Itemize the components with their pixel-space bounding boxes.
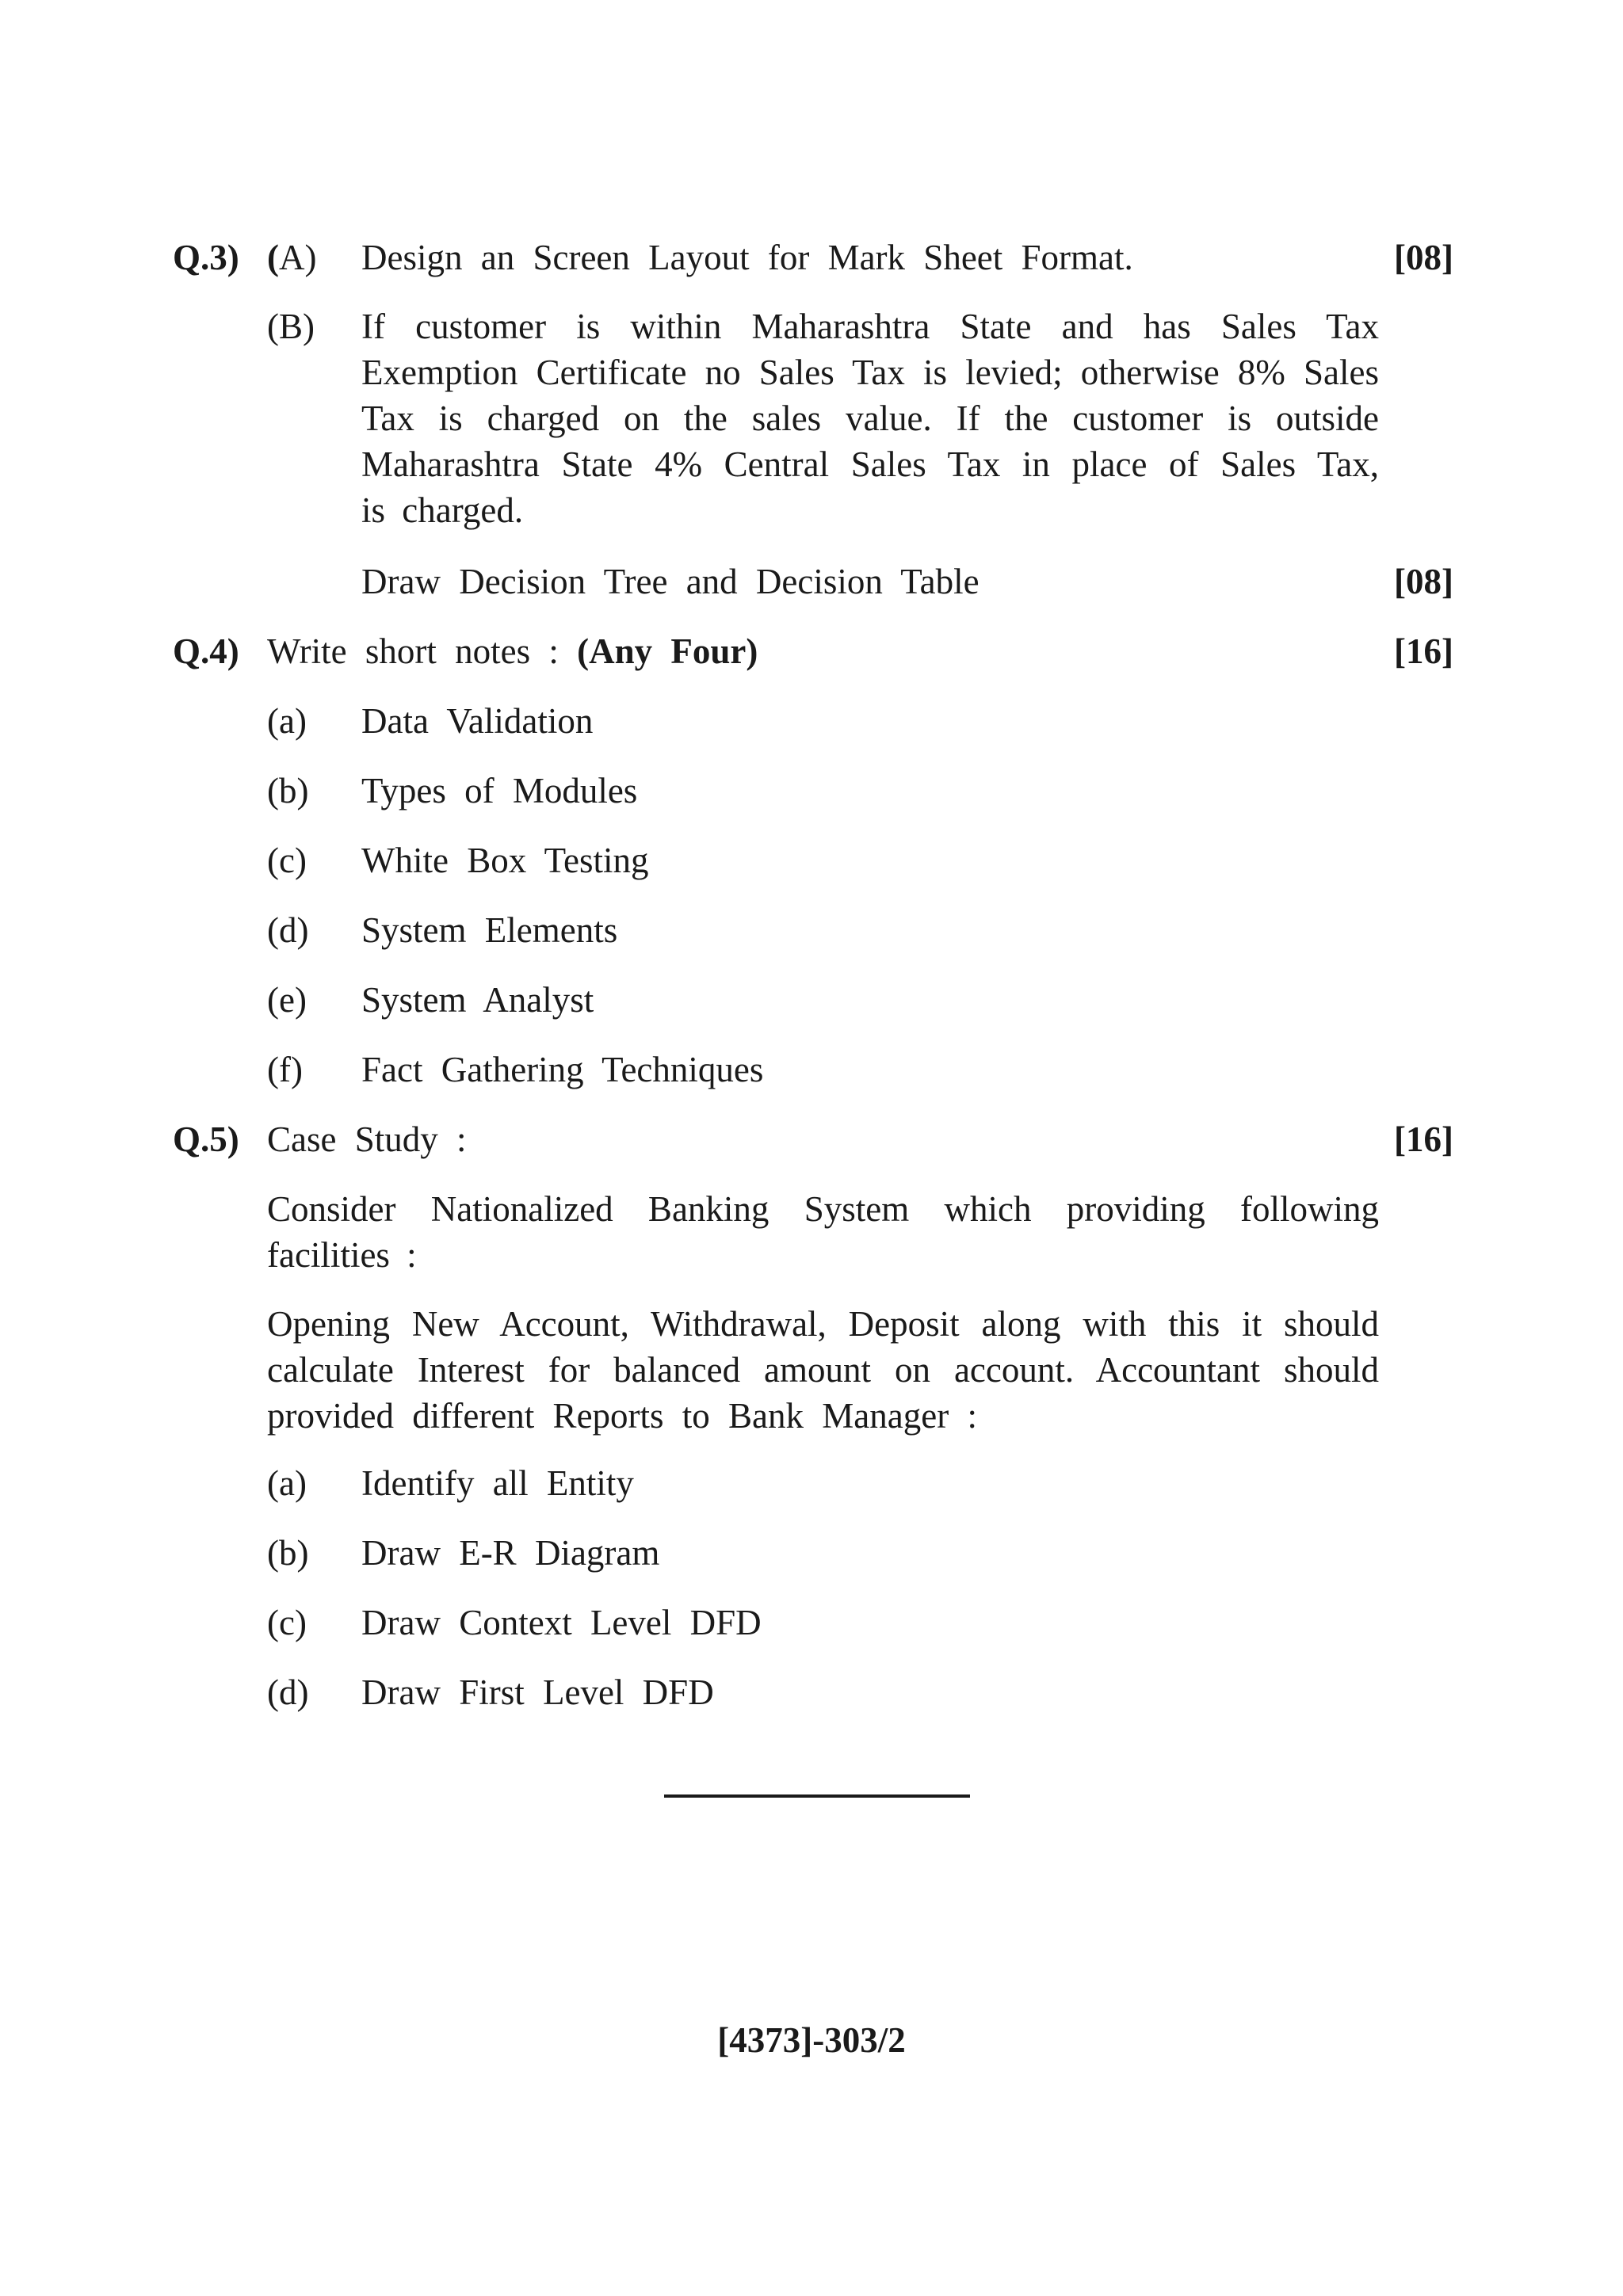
- question-3a-marks: [08]: [1394, 238, 1453, 277]
- question-4-number: Q.4): [173, 631, 239, 671]
- question-4-item-label: (d): [267, 910, 309, 950]
- question-5-paragraph-2: [267, 1301, 1379, 1439]
- question-4-prompt: [267, 628, 758, 674]
- question-5-para1-line: Consider Nationalized Banking System which providing following: [267, 1189, 1379, 1229]
- question-3a-text: Design an Screen Layout for Mark Sheet Format.: [361, 238, 1133, 277]
- question-3b-marks: [08]: [1394, 562, 1453, 601]
- question-4-item-text: Data Validation: [361, 701, 594, 741]
- question-4-item-text: Fact Gathering Techniques: [361, 1050, 764, 1089]
- question-4-item-label: (b): [267, 771, 309, 810]
- question-4-item-label: (e): [267, 980, 307, 1020]
- question-5-item-text: Draw First Level DFD: [361, 1672, 714, 1712]
- question-5-item-label: (d): [267, 1672, 309, 1712]
- question-3a-label: [267, 235, 316, 280]
- question-4-prompt-text: Write short notes :: [267, 631, 559, 671]
- question-3-number: Q.3): [173, 238, 239, 277]
- question-3b-instruction: Draw Decision Tree and Decision Table: [361, 562, 980, 601]
- question-5-item-text: Draw Context Level DFD: [361, 1603, 762, 1642]
- question-5-title: Case Study :: [267, 1119, 467, 1159]
- question-3b-line: Exemption Certificate no Sales Tax is levied; otherwise 8% Sales: [361, 353, 1379, 392]
- end-of-paper-rule: [664, 1794, 970, 1798]
- question-5-item-label: (a): [267, 1463, 307, 1503]
- question-3b-label: (B): [267, 307, 315, 346]
- question-4-item-label: (a): [267, 701, 307, 741]
- paper-code-footer: [4373]-303/2: [717, 2020, 906, 2060]
- question-5-para2-line: Opening New Account, Withdrawal, Deposit along with this it should: [267, 1304, 1379, 1344]
- question-5-paragraph-1: [267, 1186, 1379, 1278]
- question-3b-line: Tax is charged on the sales value. If the customer is outside: [361, 399, 1379, 438]
- question-3b-paragraph: [361, 303, 1379, 533]
- question-5-item-text: Draw E-R Diagram: [361, 1533, 660, 1573]
- question-4-item-text: White Box Testing: [361, 841, 649, 880]
- question-3b-line: is charged.: [361, 490, 524, 530]
- question-3a-label-open: (: [267, 238, 279, 277]
- question-4-item-text: System Analyst: [361, 980, 594, 1020]
- question-3b-line: Maharashtra State 4% Central Sales Tax in place of Sales Tax,: [361, 444, 1379, 484]
- question-5-number: Q.5): [173, 1119, 239, 1159]
- question-3a-label-rest: A): [279, 238, 317, 277]
- question-4-prompt-bold: (Any Four): [577, 631, 758, 671]
- question-5-item-label: (b): [267, 1533, 309, 1573]
- question-4-marks: [16]: [1394, 631, 1453, 671]
- question-5-marks: [16]: [1394, 1119, 1453, 1159]
- question-3b-line: If customer is within Maharashtra State and has Sales Tax: [361, 307, 1379, 346]
- question-4-item-text: System Elements: [361, 910, 618, 950]
- question-5-item-label: (c): [267, 1603, 307, 1642]
- question-5-para2-line: calculate Interest for balanced amount on account. Accountant should: [267, 1350, 1379, 1390]
- question-5-para2-line: provided different Reports to Bank Manager :: [267, 1396, 977, 1436]
- question-5-para1-line: facilities :: [267, 1235, 417, 1275]
- question-4-item-label: (c): [267, 841, 307, 880]
- question-4-item-label: (f): [267, 1050, 303, 1089]
- question-4-item-text: Types of Modules: [361, 771, 638, 810]
- question-5-item-text: Identify all Entity: [361, 1463, 634, 1503]
